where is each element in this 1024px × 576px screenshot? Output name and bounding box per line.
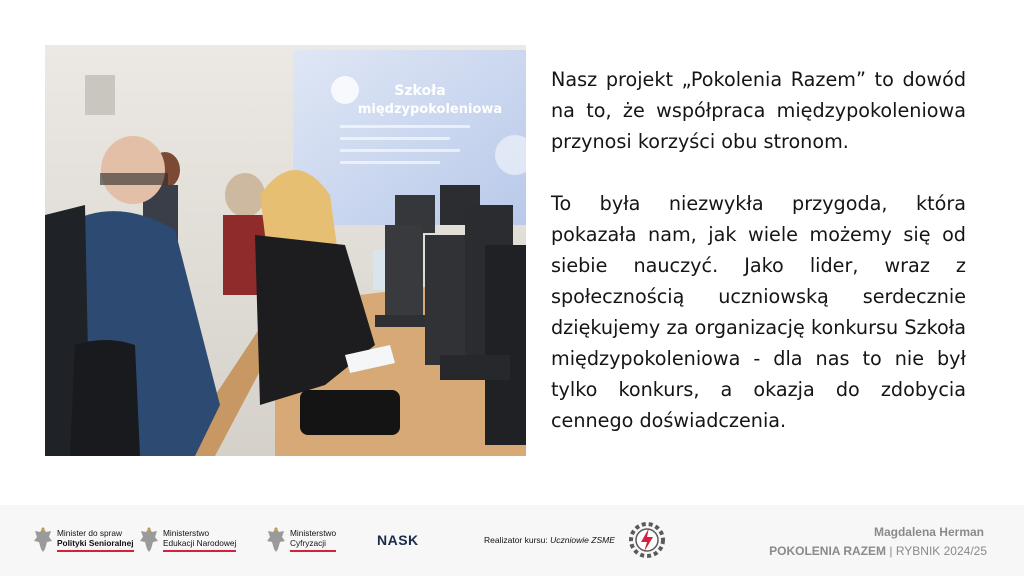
footer (0, 505, 1024, 576)
logo-line2: Cyfryzacji (290, 538, 326, 548)
project-line (769, 542, 987, 561)
logo-line2: Edukacji Narodowej (163, 538, 237, 548)
logo-line2: Polityki Senioralnej (57, 538, 134, 548)
logo-ministerstwo-cyfryzacji (266, 523, 336, 557)
intro-paragraph: Nasz projekt „Pokolenia Razem” to dowód na to, że współpraca międzypokoleniowa przynosi korzyści obu stronom. (551, 68, 966, 153)
logo-line1: Ministerstwo (163, 528, 210, 538)
school-gear-logo-icon (628, 520, 666, 560)
logo-minister-polityki-senioralnej (33, 523, 134, 557)
screen-title-line1: Szkoła (394, 83, 446, 99)
author-name: Magdalena Herman (873, 525, 984, 539)
realizator-credit (484, 535, 615, 545)
eagle-emblem-icon (33, 527, 53, 553)
classroom-photo (45, 45, 526, 456)
main-text (551, 64, 966, 436)
eagle-emblem-icon (266, 527, 286, 553)
logo-line1: Minister do spraw (57, 528, 123, 538)
project-place: RYBNIK 2024/25 (895, 544, 987, 558)
separator: | (889, 544, 893, 558)
project-name: POKOLENIA RAZEM (769, 544, 887, 558)
body-paragraph: To była niezwykła przygoda, która pokazała nam, jak wiele możemy się od siebie nauczyć. Jako lider, wraz z społecznością uczniowską serdecznie dziękujemy za organizację konkursu Szkoła międzypokoleniowa - dla nas to nie był tylko konkurs, a okazja do zdobycia cennego doświadczenia. (551, 192, 966, 432)
eagle-emblem-icon (139, 527, 159, 553)
realizator-label: Realizator kursu: (484, 535, 548, 545)
logo-ministerstwo-edukacji (139, 523, 236, 557)
realizator-name: Uczniowie ZSME (550, 535, 615, 545)
screen-title-line2: międzypokoleniowa (357, 102, 503, 117)
logo-line1: Ministerstwo (290, 528, 337, 538)
classroom-photo-illustration (45, 45, 526, 456)
nask-logo: NASK (377, 532, 419, 548)
